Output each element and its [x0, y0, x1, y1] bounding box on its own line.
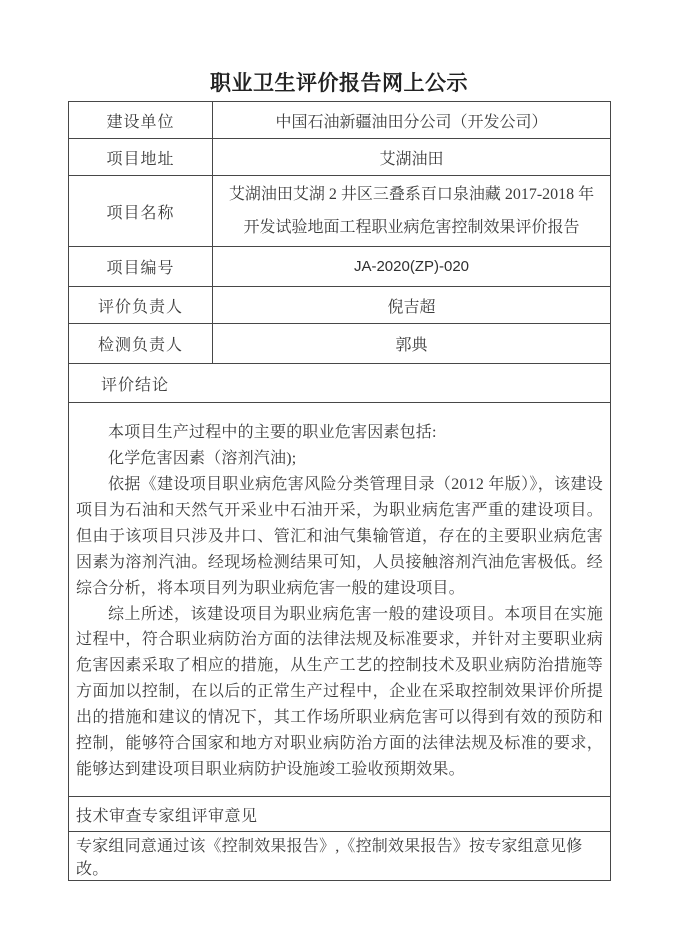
- project-address-label: 项目地址: [69, 139, 213, 176]
- table-row-conclusion-header: [69, 364, 611, 403]
- project-name-value: 艾湖油田艾湖 2 井区三叠系百口泉油藏 2017-2018 年开发试验地面工程职业病危害控制效果评价报告: [213, 176, 611, 247]
- table-row-project-address: [69, 139, 611, 176]
- construction-unit-label: 建设单位: [69, 102, 213, 139]
- page-title: 职业卫生评价报告网上公示: [210, 71, 468, 95]
- testing-leader-label: 检测负责人: [69, 324, 213, 364]
- table-row-evaluation-leader: [69, 287, 611, 324]
- table-row-project-name: [69, 176, 611, 247]
- conclusion-paragraph: 本项目生产过程中的主要的职业危害因素包括:: [108, 424, 437, 442]
- project-number-label: 项目编号: [69, 247, 213, 287]
- conclusion-body: [69, 403, 611, 797]
- table-row-review-opinion: [69, 832, 611, 881]
- project-name-label: 项目名称: [69, 176, 213, 247]
- project-address-value: 艾湖油田: [213, 139, 611, 176]
- conclusion-paragraph: 综上所述，该建设项目为职业病危害一般的建设项目。本项目在实施过程中，符合职业病防治方面的法律法规及标准要求，并针对主要职业病危害因素采取了相应的措施，从生产工艺的控制技术及职业病防治措施等方面加以控制，在以后的正常生产过程中，企业在采取控制效果评价所提出的措施和建议的情况下，其工作场所职业病危害可以得到有效的预防和控制，能够符合国家和地方对职业病防治方面的法律法规及标准的要求，能够达到建设项目职业病防护设施竣工验收预期效果。: [76, 605, 603, 778]
- conclusion-paragraph: 依据《建设项目职业病危害风险分类管理目录（2012 年版）》，该建设项目为石油和天然气开采业中石油开采，为职业病危害严重的建设项目。但由于该项目只涉及井口、管汇和油气集输管道，存在的主要职业病危害因素为溶剂汽油。经现场检测结果可知，人员接触溶剂汽油危害极低。经综合分析，将本项目列为职业病危害一般的建设项目。: [76, 475, 603, 597]
- table-row-project-number: [69, 247, 611, 287]
- construction-unit-value: 中国石油新疆油田分公司（开发公司）: [213, 102, 611, 139]
- testing-leader-value: 郭典: [213, 324, 611, 364]
- review-opinion: 专家组同意通过该《控制效果报告》,《控制效果报告》按专家组意见修改。: [69, 832, 611, 881]
- evaluation-leader-label: 评价负责人: [69, 287, 213, 324]
- table-row-construction-unit: [69, 102, 611, 139]
- table-row-testing-leader: [69, 324, 611, 364]
- table-row-review-header: [69, 797, 611, 832]
- evaluation-leader-value: 倪吉超: [213, 287, 611, 324]
- conclusion-header: 评价结论: [69, 364, 611, 403]
- publicity-table: [68, 101, 611, 881]
- table-row-conclusion-body: [69, 403, 611, 797]
- conclusion-paragraph: 化学危害因素（溶剂汽油);: [108, 450, 297, 468]
- review-header: 技术审查专家组评审意见: [69, 797, 611, 832]
- project-number-value: JA-2020(ZP)-020: [213, 247, 611, 287]
